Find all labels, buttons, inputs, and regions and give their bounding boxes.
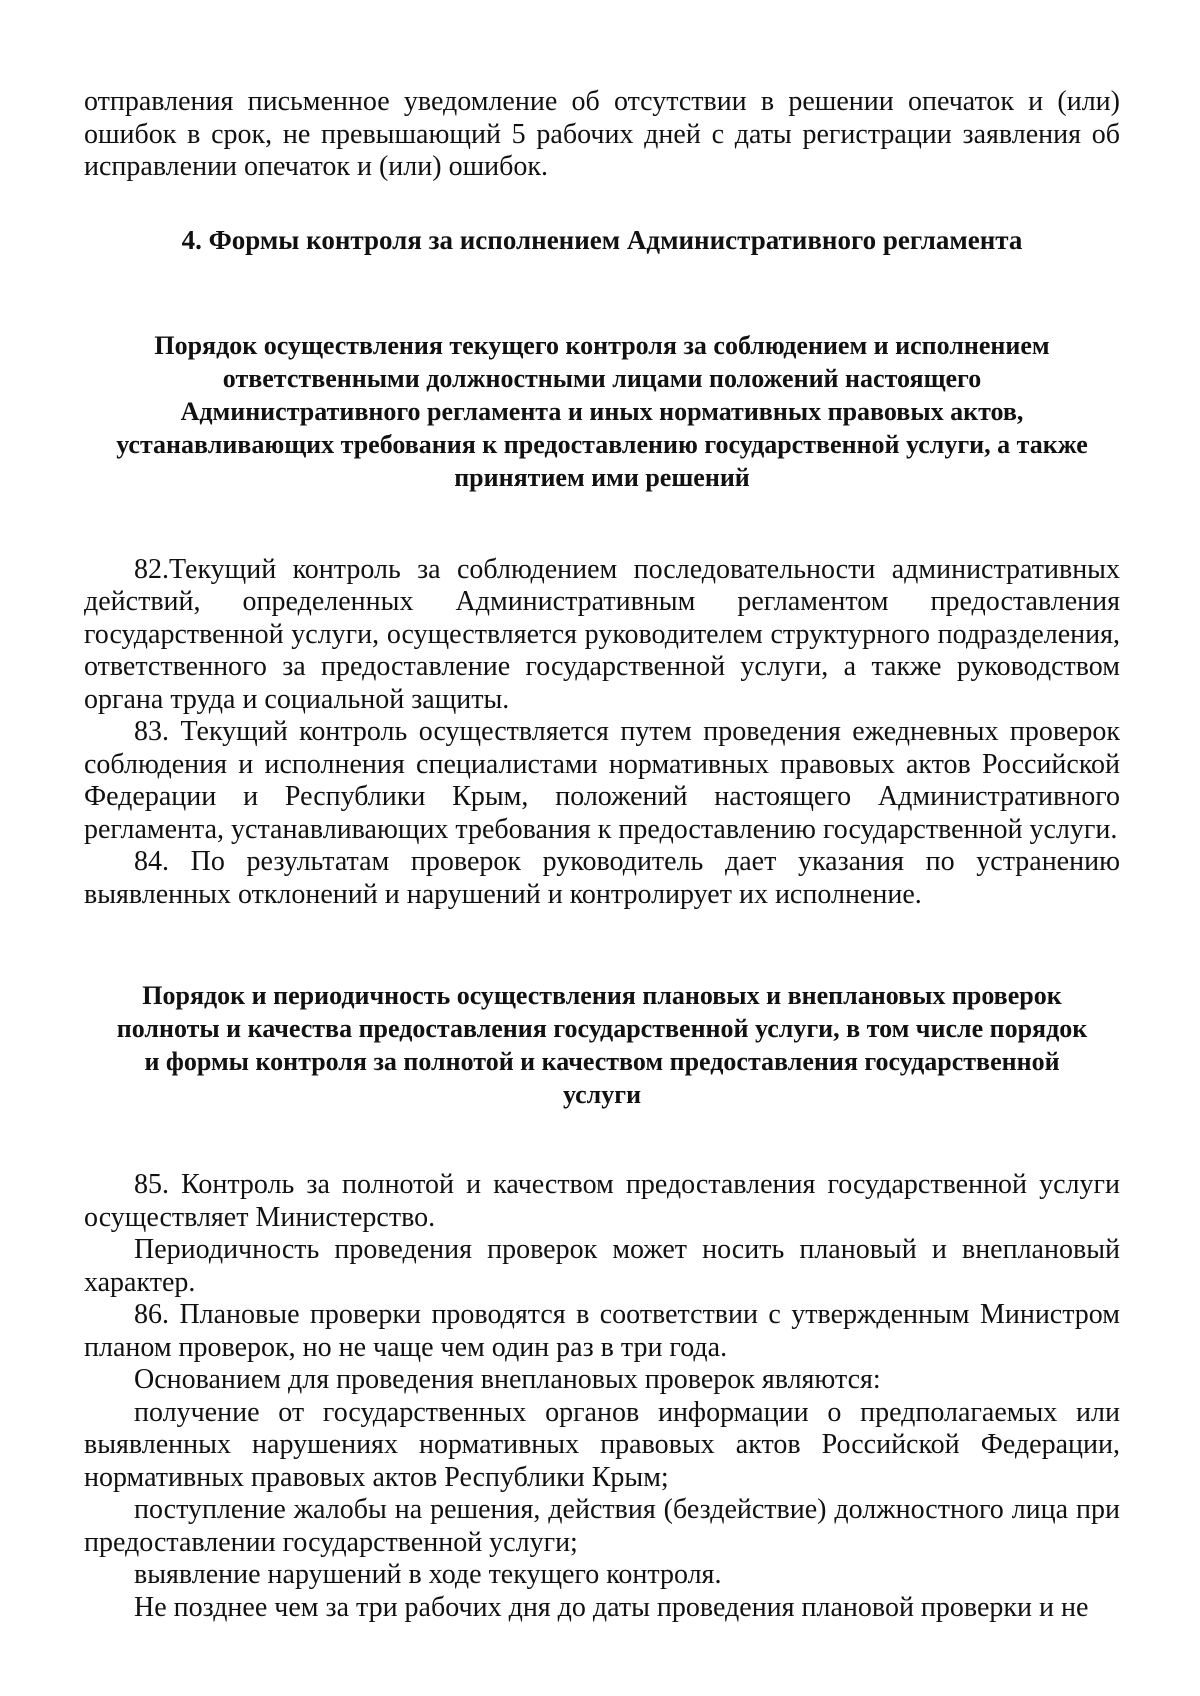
paragraph-86-last: Не позднее чем за три рабочих дня до даты проведения плановой проверки и не [134,1591,1089,1623]
subsection-title-inspections: Порядок и периодичность осуществления плановых и внеплановых проверок полноты и качества предоставления государственной услуги, в том числе порядок и формы контроля за полнотой и качеством предоставления государственной услуги [116,981,1088,1109]
paragraph-intro: отправления письменное уведомление об отсутствии в решении опечаток и (или) ошибок в срок, не превышающий 5 рабочих дней с даты регистрации заявления об исправлении опечаток и (или) ошибок. [84,86,1120,182]
paragraph-86: 86. Плановые проверки проводятся в соответствии с утвержденным Министром планом проверок, но не чаще чем один раз в три года. [84,1299,1120,1363]
paragraph-85: 85. Контроль за полнотой и качеством предоставления государственной услуги осуществляет Министерство. [84,1169,1120,1233]
section-title: 4. Формы контроля за исполнением Административного регламента [181,224,1023,255]
list-item-ground-3: выявление нарушений в ходе текущего контроля. [134,1559,722,1590]
paragraph-84: 84. По результатам проверок руководитель дает указания по устранению выявленных отклонений и нарушений и контролирует их исполнение. [84,846,1120,910]
subsection-title-current-control: Порядок осуществления текущего контроля за соблюдением и исполнением ответственными должностными лицами положений настоящего Административного регламента и иных нормативных правовых актов, устанавливающих требования к предоставлению государственной услуги, а также принятием ими решений [116,330,1088,492]
paragraph-86-grounds: Основанием для проведения внеплановых проверок являются: [134,1364,881,1395]
list-item-ground-2: поступление жалобы на решения, действия (бездействие) должностного лица при предоставлении государственной услуги; [84,1494,1120,1558]
paragraph-83: 83. Текущий контроль осуществляется путем проведения ежедневных проверок соблюдения и исполнения специалистами нормативных правовых актов Российской Федерации и Республики Крым, положений настоящего Административного регламента, устанавливающих требования к предоставлению государственной услуги. [84,716,1120,845]
paragraph-82: 82.Текущий контроль за соблюдением последовательности административных действий, определенных Административным регламентом предоставления государственной услуги, осуществляется руководителем структурного подразделения, ответственного за предоставление государственной услуги, а также руководством органа труда и социальной защиты. [84,553,1120,715]
paragraph-85-periodicity: Периодичность проведения проверок может носить плановый и внеплановый характер. [84,1234,1120,1298]
list-item-ground-1: получение от государственных органов информации о предполагаемых или выявленных нарушениях нормативных правовых актов Российской Федерации, нормативных правовых актов Республики Крым; [84,1396,1120,1493]
